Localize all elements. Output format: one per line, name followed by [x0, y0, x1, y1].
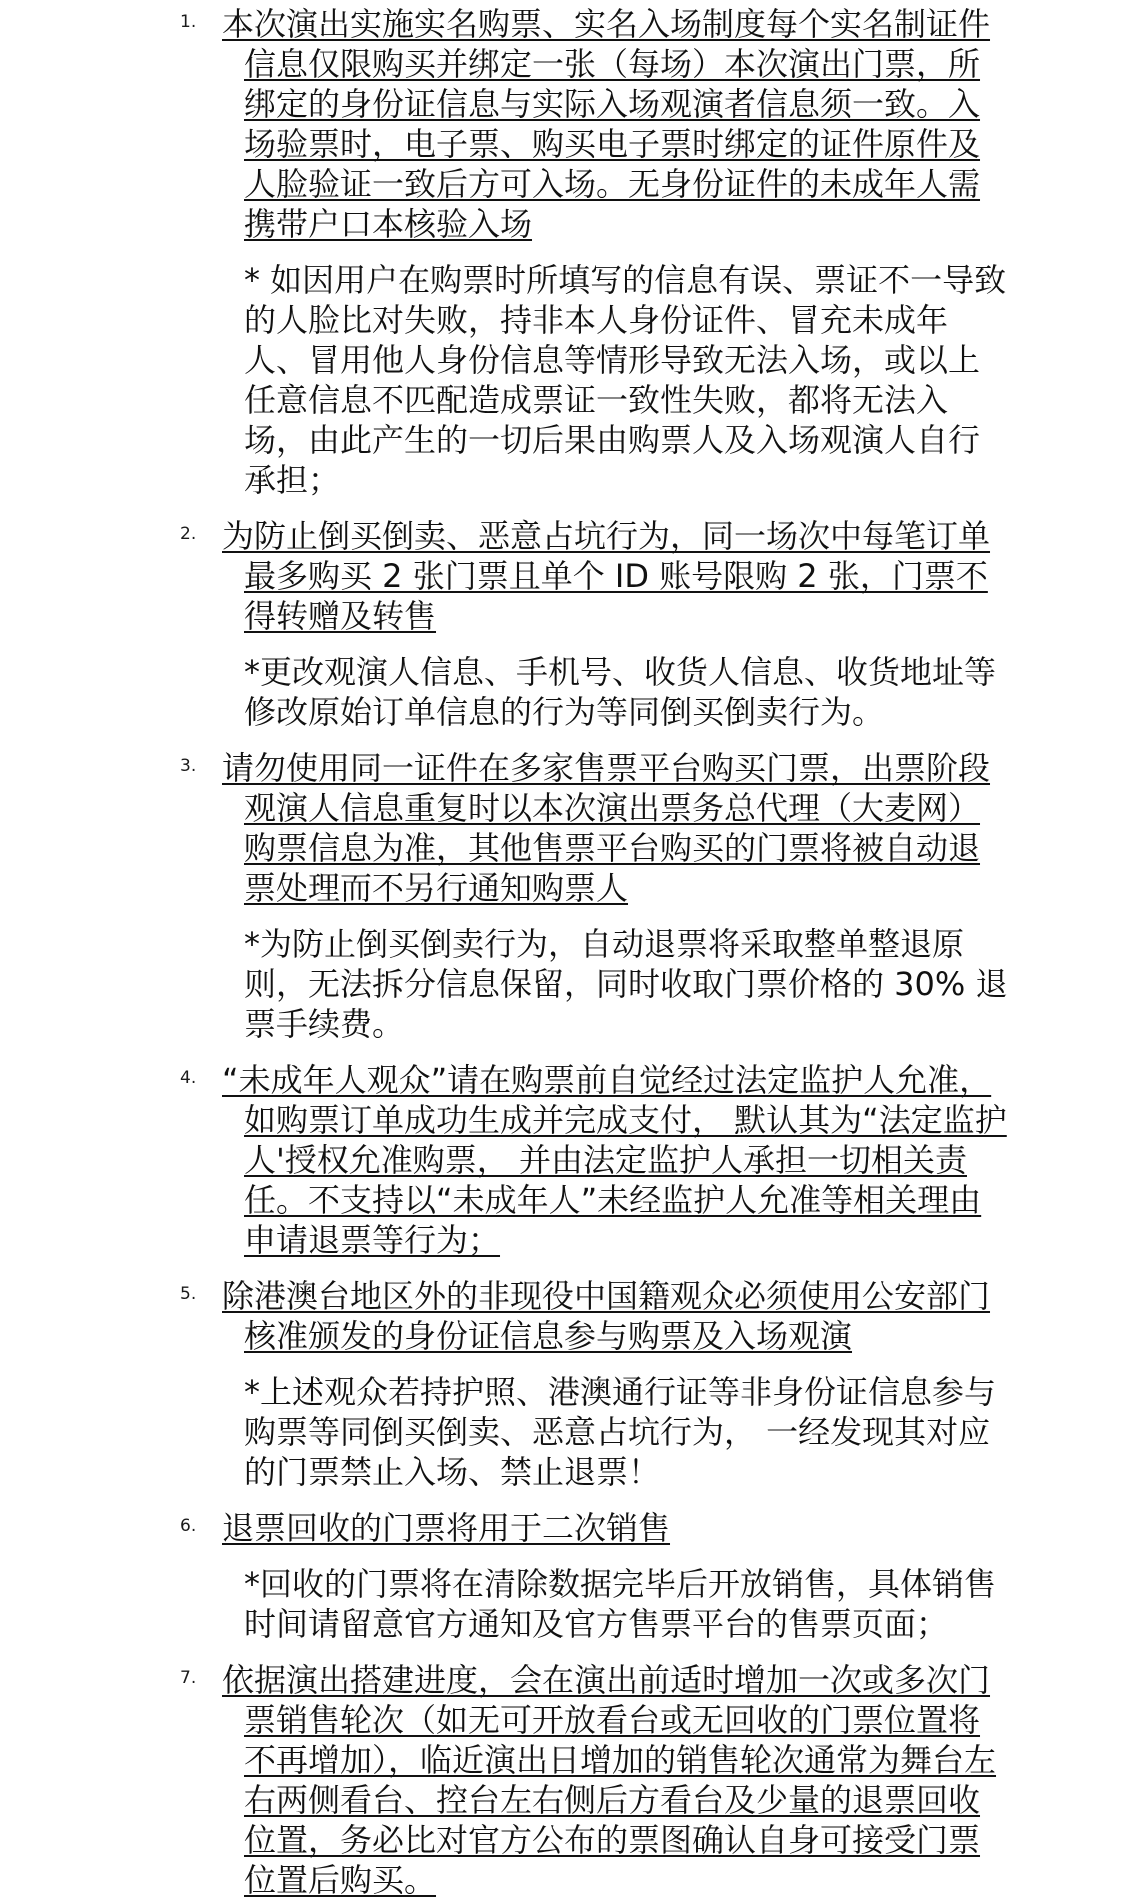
- rule-number: 3.: [180, 756, 197, 776]
- rule-item-1: [180, 4, 1010, 500]
- rule-item-2: [180, 516, 1010, 732]
- rule-number: 2.: [180, 524, 197, 544]
- ticket-rules-document: [180, 4, 1010, 1900]
- rule-text: 除港澳台地区外的非现役中国籍观众必须使用公安部门核准颁发的身份证信息参与购票及入场观演: [222, 1277, 991, 1355]
- rule-note: *更改观演人信息、手机号、收货人信息、收货地址等修改原始订单信息的行为等同倒买倒卖行为。: [244, 653, 997, 731]
- rule-text: “未成年人观众”请在购票前自觉经过法定监护人允准， 如购票订单成功生成并完成支付， 默认其为“法定监护人'授权允准购票， 并由法定监护人承担一切相关责任。不支持以“未成年人”未经监护人允准等相关理由申请退票等行为；: [222, 1061, 1007, 1259]
- rule-text: 为防止倒买倒卖、恶意占坑行为，同一场次中每笔订单最多购买 2 张门票且单个 ID 账号限购 2 张，门票不得转赠及转售: [222, 517, 991, 635]
- rule-note: *为防止倒买倒卖行为，自动退票将采取整单整退原则，无法拆分信息保留，同时收取门票价格的 30% 退票手续费。: [244, 925, 1008, 1043]
- rule-number: 7.: [180, 1668, 197, 1688]
- rule-number: 4.: [180, 1068, 197, 1088]
- rule-number: 6.: [180, 1516, 197, 1536]
- rule-note: * 如因用户在购票时所填写的信息有误、票证不一导致的人脸比对失败，持非本人身份证件、冒充未成年人、冒用他人身份信息等情形导致无法入场，或以上任意信息不匹配造成票证一致性失败，都将无法入场，由此产生的一切后果由购票人及入场观演人自行承担；: [244, 261, 1007, 499]
- rule-number: 1.: [180, 12, 197, 32]
- rule-item-6: [180, 1508, 1010, 1644]
- rule-item-3: [180, 748, 1010, 1044]
- rule-number: 5.: [180, 1284, 197, 1304]
- rule-item-5: [180, 1276, 1010, 1492]
- rule-text: 请勿使用同一证件在多家售票平台购买门票，出票阶段观演人信息重复时以本次演出票务总代理（大麦网）购票信息为准，其他售票平台购买的门票将被自动退票处理而不另行通知购票人: [222, 749, 991, 907]
- rule-note: *回收的门票将在清除数据完毕后开放销售，具体销售时间请留意官方通知及官方售票平台的售票页面；: [244, 1565, 997, 1643]
- rule-text: 退票回收的门票将用于二次销售: [222, 1509, 671, 1547]
- rule-note: *上述观众若持护照、港澳通行证等非身份证信息参与购票等同倒买倒卖、恶意占坑行为， 一经发现其对应的门票禁止入场、禁止退票！: [244, 1373, 997, 1491]
- rule-item-7: [180, 1660, 1010, 1900]
- rule-text: 依据演出搭建进度，会在演出前适时增加一次或多次门票销售轮次（如无可开放看台或无回收的门票位置将不再增加），临近演出日增加的销售轮次通常为舞台左右两侧看台、控台左右侧后方看台及少量的退票回收位置，务必比对官方公布的票图确认自身可接受门票位置后购买。: [222, 1661, 997, 1899]
- rule-item-4: [180, 1060, 1010, 1260]
- rule-text: 本次演出实施实名购票、实名入场制度每个实名制证件信息仅限购买并绑定一张（每场）本次演出门票，所绑定的身份证信息与实际入场观演者信息须一致。入场验票时，电子票、购买电子票时绑定的证件原件及人脸验证一致后方可入场。无身份证件的未成年人需携带户口本核验入场: [222, 5, 991, 243]
